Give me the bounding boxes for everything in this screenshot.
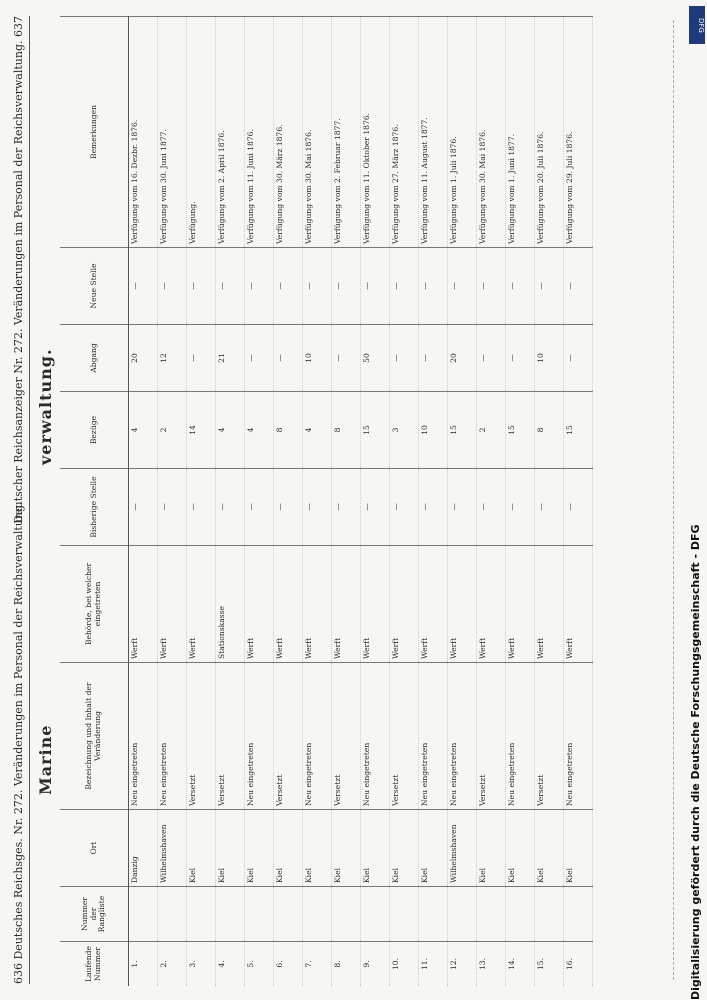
table-cell: 8 — [535, 392, 564, 469]
table-cell: — — [274, 325, 303, 392]
table-cell: 2 — [158, 392, 187, 469]
table-cell: 4. — [216, 942, 245, 987]
table-cell: 8. — [332, 942, 361, 987]
table-cell: — — [274, 248, 303, 325]
table-row — [274, 17, 303, 987]
table-cell: — — [419, 325, 448, 392]
table-cell — [129, 887, 158, 942]
table-cell: 10 — [535, 325, 564, 392]
col-header: Behörde, bei welcher eingetreten — [60, 546, 129, 663]
col-header: Neue Stelle — [60, 248, 129, 325]
table-cell: 15 — [506, 392, 535, 469]
table-cell: 9. — [361, 942, 390, 987]
table-cell: 4 — [129, 392, 158, 469]
table-cell: Neu eingetreten — [129, 663, 158, 810]
table-cell: — — [564, 469, 593, 546]
table-row — [332, 17, 361, 987]
table-cell: Stationskasse — [216, 546, 245, 663]
table-cell — [158, 887, 187, 942]
col-header: Ort — [60, 810, 129, 887]
table-cell: — — [477, 248, 506, 325]
table-cell: — — [477, 325, 506, 392]
table-cell: Werft — [361, 546, 390, 663]
table-row — [361, 17, 390, 987]
table-cell: Neu eingetreten — [564, 663, 593, 810]
table-cell: Kiel — [187, 810, 216, 887]
table-cell: — — [245, 469, 274, 546]
table-cell: Werft — [187, 546, 216, 663]
table-cell: Versetzt — [187, 663, 216, 810]
table-cell: Kiel — [506, 810, 535, 887]
table-cell: — — [129, 248, 158, 325]
table-cell: Werft — [564, 546, 593, 663]
section-title-left: Marine — [36, 724, 55, 795]
header-left: 636 Deutsches Reichsges. Nr. 272. Veränderungen im Personal der Reichsverwaltung. — [12, 501, 25, 984]
table-cell: Versetzt — [390, 663, 419, 810]
table-cell: — — [332, 469, 361, 546]
table-cell: Versetzt — [216, 663, 245, 810]
table-cell: 4 — [303, 392, 332, 469]
table-cell: Kiel — [216, 810, 245, 887]
table-cell — [332, 887, 361, 942]
table-cell: 6. — [274, 942, 303, 987]
table-cell: — — [535, 248, 564, 325]
table-cell: 15. — [535, 942, 564, 987]
section-title-right: verwaltung. — [36, 348, 55, 465]
table-cell: — — [564, 248, 593, 325]
table-cell: Verfügung vom 16. Dezbr. 1876. — [129, 17, 158, 248]
table-cell: Werft — [332, 546, 361, 663]
table-cell: Werft — [419, 546, 448, 663]
table-cell: 4 — [216, 392, 245, 469]
table-cell: Kiel — [419, 810, 448, 887]
table-cell: 3 — [390, 392, 419, 469]
table-row — [448, 17, 477, 987]
table-cell: — — [448, 469, 477, 546]
col-header: Bezeichnung und Inhalt der Veränderung — [60, 663, 129, 810]
table-cell: — — [129, 469, 158, 546]
table-cell: 14 — [187, 392, 216, 469]
table-cell: Kiel — [332, 810, 361, 887]
table-cell: Verfügung vom 11. Juni 1876. — [245, 17, 274, 248]
table-cell: 12. — [448, 942, 477, 987]
table-cell: 8 — [332, 392, 361, 469]
table-cell — [245, 887, 274, 942]
col-header: Bezüge — [60, 392, 129, 469]
table-cell: Verfügung vom 27. März 1876. — [390, 17, 419, 248]
table-cell: Verfügung vom 30. März 1876. — [274, 17, 303, 248]
table-cell: 21 — [216, 325, 245, 392]
table-cell — [477, 887, 506, 942]
table-cell: 20 — [129, 325, 158, 392]
table-cell: — — [216, 469, 245, 546]
table-row — [245, 17, 274, 987]
col-header: Bisherige Stelle — [60, 469, 129, 546]
table-cell: Werft — [390, 546, 419, 663]
table-cell: — — [419, 469, 448, 546]
table-cell: Verfügung vom 29. Juli 1876. — [564, 17, 593, 248]
table-cell: Kiel — [390, 810, 419, 887]
table-row — [390, 17, 419, 987]
table-cell: 3. — [187, 942, 216, 987]
table-cell: 15 — [448, 392, 477, 469]
table-cell: — — [564, 325, 593, 392]
table-cell: Verfügung vom 30. Juni 1877. — [158, 17, 187, 248]
table-cell: — — [448, 248, 477, 325]
table-cell: — — [361, 469, 390, 546]
table-cell: — — [506, 325, 535, 392]
table-cell: Verfügung vom 11. Oktober 1876. — [361, 17, 390, 248]
table-cell: Wilhelmshaven — [158, 810, 187, 887]
table-cell: — — [506, 469, 535, 546]
table-cell: 5. — [245, 942, 274, 987]
table-cell: 12 — [158, 325, 187, 392]
table-cell: Neu eingetreten — [303, 663, 332, 810]
table-cell: 7. — [303, 942, 332, 987]
table-cell: Neu eingetreten — [361, 663, 390, 810]
table-cell: Werft — [448, 546, 477, 663]
table-row — [187, 17, 216, 987]
table-cell: Verfügung vom 20. Juli 1876. — [535, 17, 564, 248]
table-cell: 2. — [158, 942, 187, 987]
table-cell — [216, 887, 245, 942]
table-cell: 13. — [477, 942, 506, 987]
table-cell: — — [390, 248, 419, 325]
table-cell: 14. — [506, 942, 535, 987]
table-cell: — — [303, 248, 332, 325]
table-cell: Wilhelmshaven — [448, 810, 477, 887]
table-cell: Neu eingetreten — [448, 663, 477, 810]
col-header: Abgang — [60, 325, 129, 392]
table-cell: Verfügung vom 1. Juni 1877. — [506, 17, 535, 248]
table-cell — [303, 887, 332, 942]
table-cell: Kiel — [274, 810, 303, 887]
table-cell: 8 — [274, 392, 303, 469]
table-row — [129, 17, 158, 987]
table-cell: — — [477, 469, 506, 546]
table-cell: — — [535, 469, 564, 546]
table-cell: Werft — [506, 546, 535, 663]
table-row — [564, 17, 593, 987]
table-cell: Neu eingetreten — [506, 663, 535, 810]
col-header: Bemerkungen — [60, 17, 129, 248]
table-cell: Werft — [477, 546, 506, 663]
table-cell: Neu eingetreten — [245, 663, 274, 810]
table-cell: — — [303, 469, 332, 546]
table-cell: Kiel — [564, 810, 593, 887]
table-cell: — — [216, 248, 245, 325]
col-header: Nummer der Rangliste — [60, 887, 129, 942]
table-cell: 20 — [448, 325, 477, 392]
table-cell: — — [361, 248, 390, 325]
table-cell: Werft — [129, 546, 158, 663]
table-cell: Werft — [158, 546, 187, 663]
col-header: Laufende Nummer — [60, 942, 129, 987]
table-cell: — — [332, 248, 361, 325]
table-cell — [448, 887, 477, 942]
table-cell: Versetzt — [332, 663, 361, 810]
table-cell: Kiel — [477, 810, 506, 887]
table-cell: — — [187, 469, 216, 546]
table-cell: Werft — [535, 546, 564, 663]
table-cell: Versetzt — [274, 663, 303, 810]
table-cell: Neu eingetreten — [419, 663, 448, 810]
table-cell: Versetzt — [535, 663, 564, 810]
table-cell: — — [158, 469, 187, 546]
dfg-logo: DFG — [689, 6, 705, 44]
table-cell: Werft — [274, 546, 303, 663]
table-cell: — — [419, 248, 448, 325]
table-cell: Verfügung vom 2. Februar 1877. — [332, 17, 361, 248]
table-cell — [564, 887, 593, 942]
table-cell: Verfügung vom 11. August 1877. — [419, 17, 448, 248]
footer-rule — [673, 20, 674, 980]
table-header-row — [60, 17, 129, 987]
personnel-table — [60, 16, 593, 986]
table-cell — [274, 887, 303, 942]
table-cell: Verfügung. — [187, 17, 216, 248]
table-cell: 15 — [564, 392, 593, 469]
table-cell: Werft — [303, 546, 332, 663]
table-cell: 16. — [564, 942, 593, 987]
table-cell: Kiel — [303, 810, 332, 887]
table-cell: Kiel — [245, 810, 274, 887]
header-right: Deutscher Reichsanzeiger Nr. 272. Veränderungen im Personal der Reichsverwaltung. 637 — [12, 16, 25, 524]
table-cell: — — [274, 469, 303, 546]
table-cell: Versetzt — [477, 663, 506, 810]
side-banner — [685, 0, 707, 1000]
table-row — [477, 17, 506, 987]
table-cell — [390, 887, 419, 942]
table-row — [303, 17, 332, 987]
table-cell: Verfügung vom 30. Mai 1876. — [477, 17, 506, 248]
table-cell: 50 — [361, 325, 390, 392]
table-cell: — — [506, 248, 535, 325]
table-cell: Danzig — [129, 810, 158, 887]
table-cell: — — [187, 325, 216, 392]
table-cell — [361, 887, 390, 942]
table-cell: 10. — [390, 942, 419, 987]
table-cell: 11. — [419, 942, 448, 987]
table-cell: 10 — [419, 392, 448, 469]
table-cell: Verfügung vom 30. Mai 1876. — [303, 17, 332, 248]
table-cell: 15 — [361, 392, 390, 469]
table-cell: Kiel — [361, 810, 390, 887]
table-cell — [506, 887, 535, 942]
table-cell: Verfügung vom 2. April 1876. — [216, 17, 245, 248]
table-cell: — — [187, 248, 216, 325]
table-cell: — — [390, 325, 419, 392]
table-row — [506, 17, 535, 987]
table-cell — [419, 887, 448, 942]
table-cell: — — [245, 248, 274, 325]
table-cell: 10 — [303, 325, 332, 392]
table-cell: 2 — [477, 392, 506, 469]
table-row — [158, 17, 187, 987]
table-row — [216, 17, 245, 987]
table-row — [535, 17, 564, 987]
table-cell: — — [245, 325, 274, 392]
table-cell: — — [390, 469, 419, 546]
page-header — [8, 16, 30, 984]
table-cell: Werft — [245, 546, 274, 663]
table-cell — [187, 887, 216, 942]
table-cell: Kiel — [535, 810, 564, 887]
table-cell: 4 — [245, 392, 274, 469]
table-cell: — — [158, 248, 187, 325]
table-cell: Verfügung vom 1. Juli 1876. — [448, 17, 477, 248]
table-cell — [535, 887, 564, 942]
table-cell: — — [332, 325, 361, 392]
table-row — [419, 17, 448, 987]
side-credit-text: Digitalisierung gefördert durch die Deutsche Forschungsgemeinschaft - DFG — [689, 524, 702, 1000]
table-cell: 1. — [129, 942, 158, 987]
table-cell: Neu eingetreten — [158, 663, 187, 810]
